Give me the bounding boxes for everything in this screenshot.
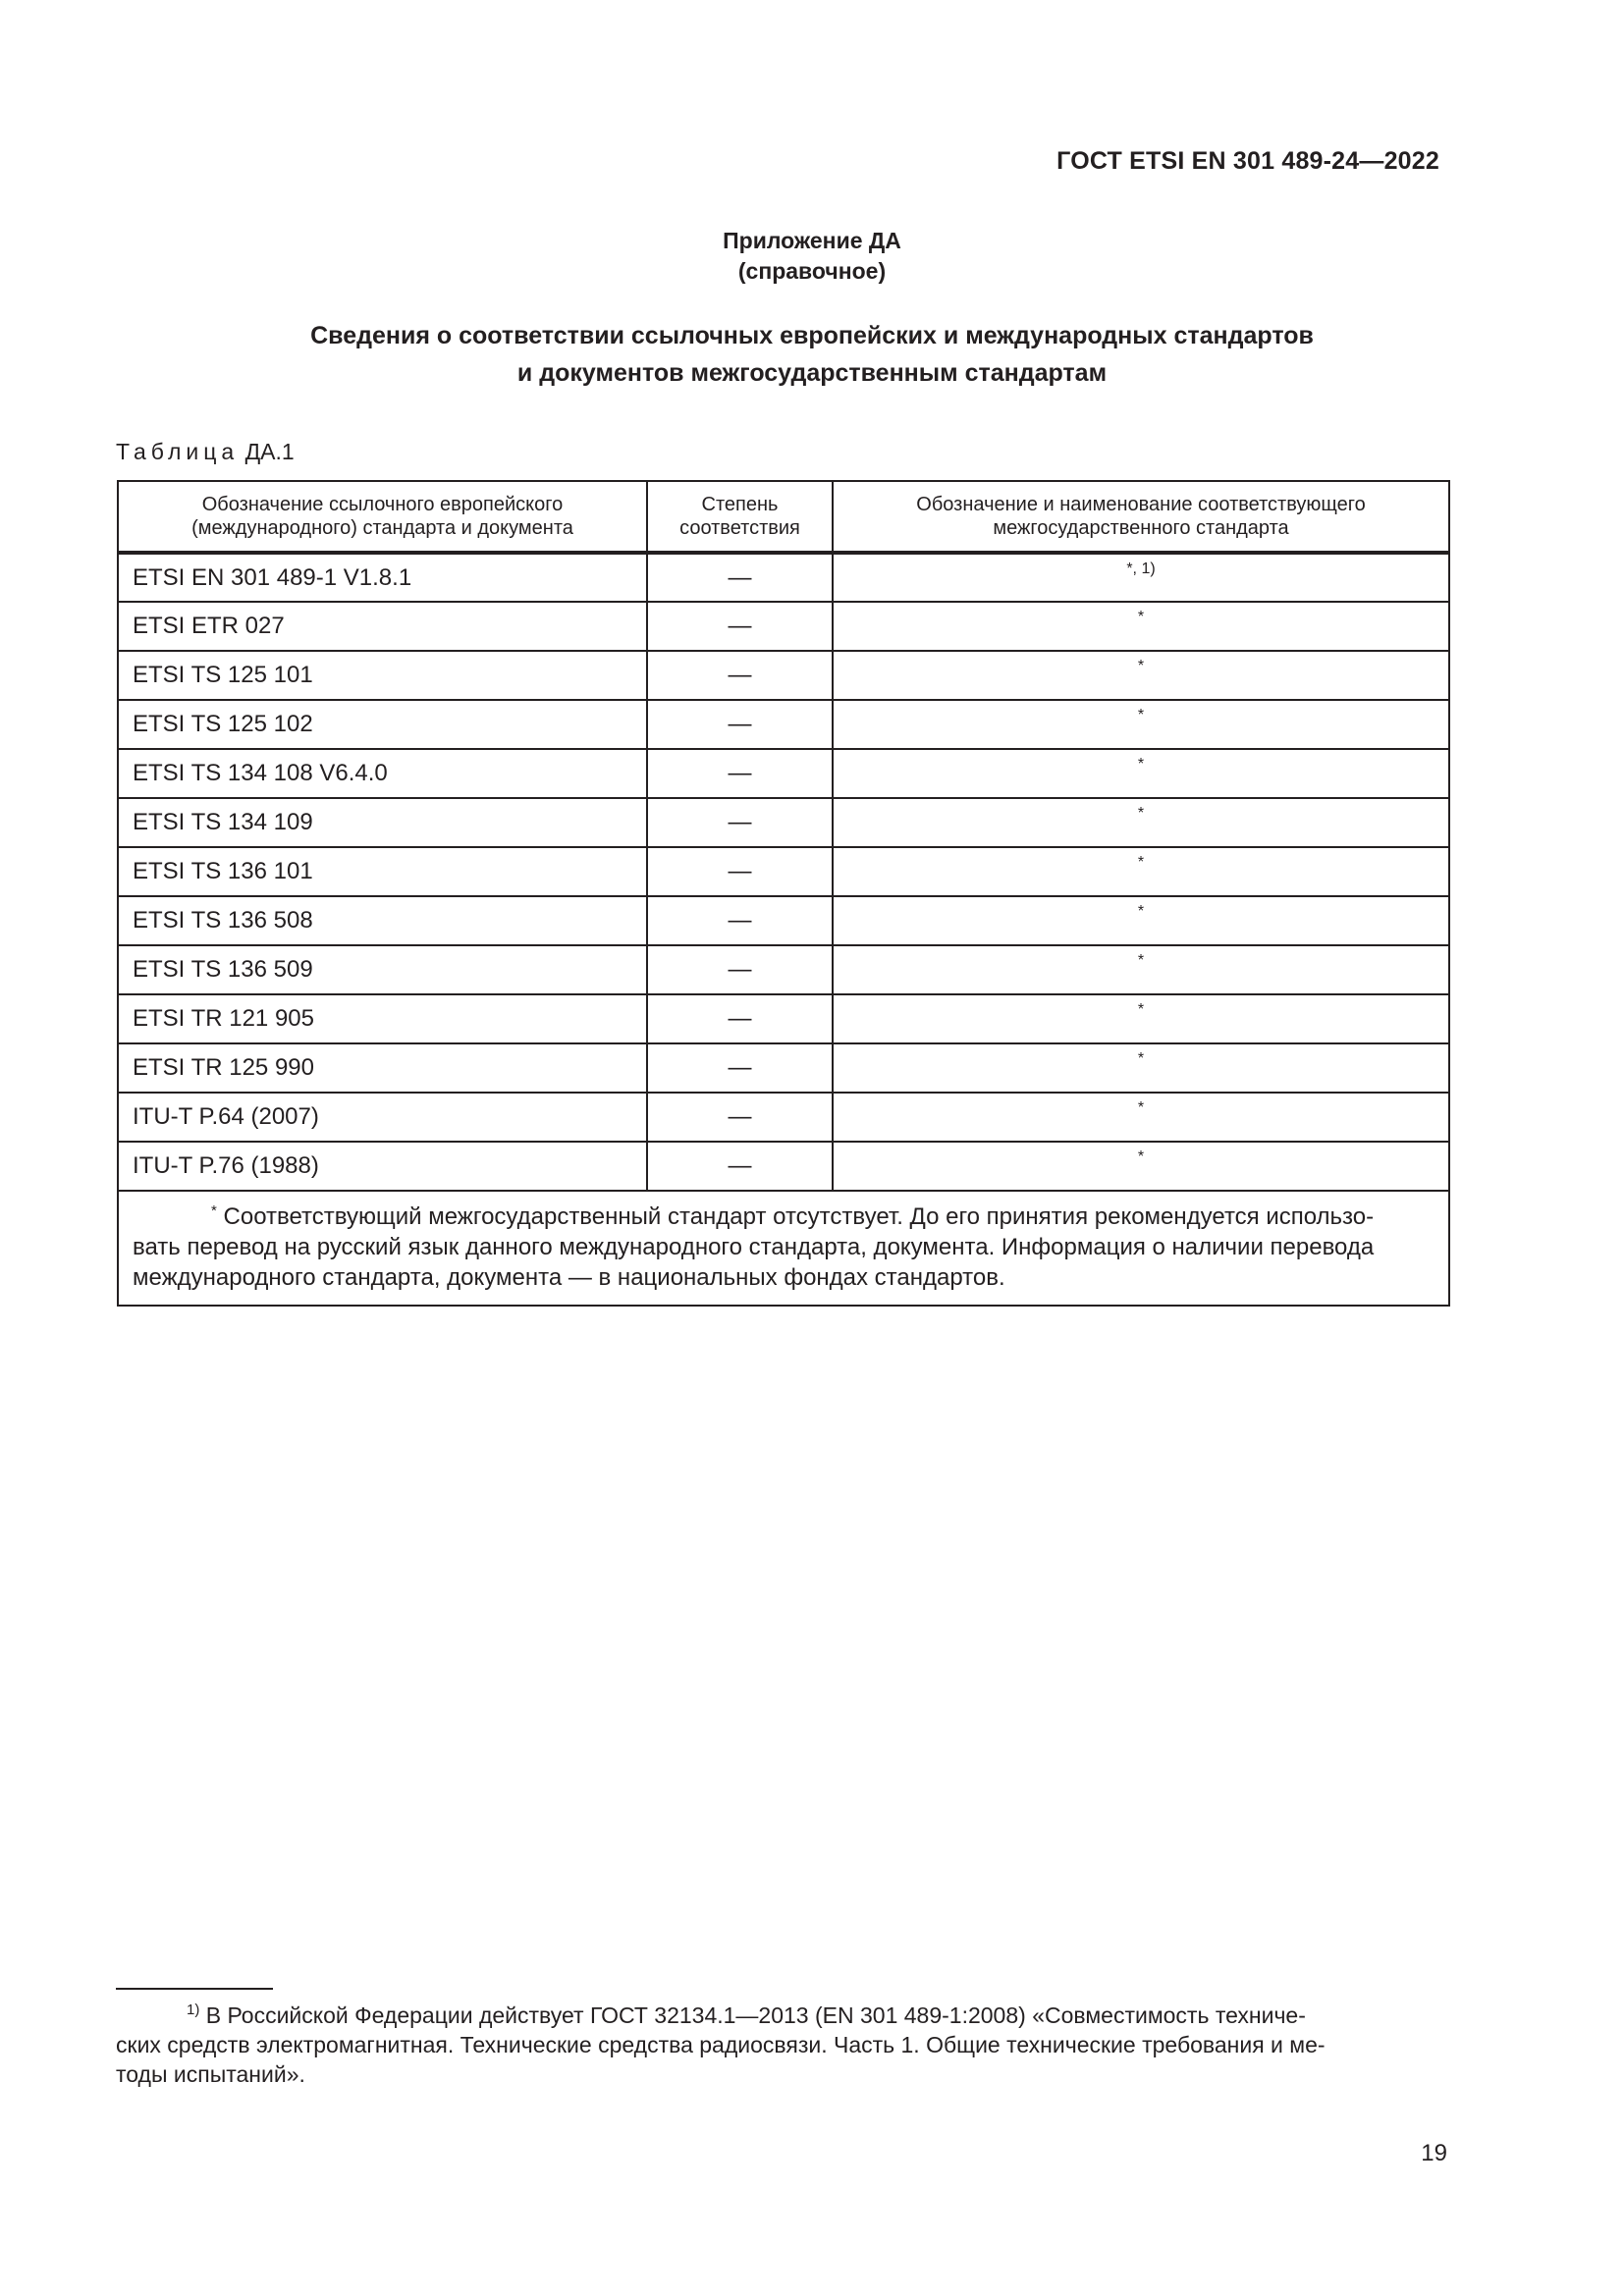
header-reference-line-2: (международного) стандарта и документа — [191, 517, 573, 539]
cell-reference: ETSI TS 134 109 — [118, 798, 647, 847]
table-row — [118, 602, 1449, 651]
table-header-row — [118, 481, 1449, 553]
cell-reference: ITU-T P.64 (2007) — [118, 1093, 647, 1142]
cell-interstate: * — [833, 798, 1449, 847]
cell-degree: — — [647, 651, 833, 700]
cell-interstate: * — [833, 1043, 1449, 1093]
header-degree-line-2: соответствия — [679, 517, 800, 539]
cell-interstate: * — [833, 1093, 1449, 1142]
table-caption — [116, 439, 295, 465]
cell-reference: ETSI TS 125 101 — [118, 651, 647, 700]
heading-line-1: Сведения о соответствии ссылочных европейских и международных стандартов — [310, 322, 1314, 349]
table-row — [118, 700, 1449, 749]
table-note-line-2: вать перевод на русский язык данного международного стандарта, документа. Информация о наличии перевода — [133, 1234, 1375, 1260]
footnote-marker: 1) — [187, 2002, 200, 2018]
table-row — [118, 553, 1449, 602]
cell-degree: — — [647, 994, 833, 1043]
correspondence-table — [117, 480, 1450, 1307]
annex-block — [0, 226, 1624, 287]
cell-reference: ETSI EN 301 489-1 V1.8.1 — [118, 553, 647, 602]
table-caption-word: Таблица — [116, 439, 240, 464]
header-interstate-line-2: межгосударственного стандарта — [993, 517, 1289, 539]
table-row — [118, 1142, 1449, 1191]
heading-line-2: и документов межгосударственным стандартам — [516, 359, 1108, 387]
cell-interstate: * — [833, 945, 1449, 994]
table-row — [118, 1093, 1449, 1142]
table-note — [118, 1191, 1449, 1306]
document-code: ГОСТ ETSI EN 301 489-24—2022 — [1056, 147, 1439, 175]
cell-interstate: * — [833, 602, 1449, 651]
cell-reference: ETSI TS 136 508 — [118, 896, 647, 945]
header-degree — [647, 481, 833, 553]
table-note-row — [118, 1191, 1449, 1306]
table-row — [118, 749, 1449, 798]
cell-interstate: * — [833, 847, 1449, 896]
cell-interstate: * — [833, 994, 1449, 1043]
table-row — [118, 651, 1449, 700]
cell-interstate: * — [833, 1142, 1449, 1191]
cell-reference: ETSI TS 125 102 — [118, 700, 647, 749]
cell-degree: — — [647, 700, 833, 749]
cell-degree: — — [647, 602, 833, 651]
annex-title: Приложение ДА — [723, 228, 901, 253]
footnote-separator — [116, 1988, 273, 1990]
table-note-text-1: Соответствующий межгосударственный стандарт отсутствует. До его принятия рекомендуется использо- — [223, 1203, 1375, 1230]
header-interstate-standard — [833, 481, 1449, 553]
cell-reference: ETSI TR 121 905 — [118, 994, 647, 1043]
cell-reference: ETSI TS 136 509 — [118, 945, 647, 994]
cell-degree: — — [647, 1093, 833, 1142]
annex-status: (справочное) — [737, 258, 887, 284]
cell-degree: — — [647, 945, 833, 994]
footnote-text-1: В Российской Федерации действует ГОСТ 32134.1—2013 (EN 301 489-1:2008) «Совместимость техниче- — [205, 2002, 1306, 2028]
footnote-line-2: ских средств электромагнитная. Технические средства радиосвязи. Часть 1. Общие технические требования и ме- — [116, 2032, 1326, 2057]
cell-degree: — — [647, 1142, 833, 1191]
cell-reference: ETSI TR 125 990 — [118, 1043, 647, 1093]
header-degree-line-1: Степень — [701, 494, 779, 515]
section-heading — [0, 317, 1624, 392]
cell-reference: ETSI TS 136 101 — [118, 847, 647, 896]
cell-interstate: * — [833, 651, 1449, 700]
table-row — [118, 994, 1449, 1043]
cell-degree: — — [647, 749, 833, 798]
table-row — [118, 896, 1449, 945]
cell-degree: — — [647, 553, 833, 602]
table-caption-id: ДА.1 — [244, 439, 295, 464]
cell-interstate: * — [833, 749, 1449, 798]
table-note-marker: * — [211, 1202, 217, 1219]
cell-reference: ETSI TS 134 108 V6.4.0 — [118, 749, 647, 798]
table-row — [118, 945, 1449, 994]
table-row — [118, 798, 1449, 847]
header-reference-line-1: Обозначение ссылочного европейского — [201, 494, 564, 515]
page-number: 19 — [1421, 2140, 1447, 2166]
cell-degree: — — [647, 798, 833, 847]
cell-degree: — — [647, 1043, 833, 1093]
footnote — [116, 2001, 1449, 2089]
table-note-line-3: международного стандарта, документа — в национальных фондах стандартов. — [133, 1264, 1005, 1291]
cell-reference: ETSI ETR 027 — [118, 602, 647, 651]
cell-interstate: * — [833, 896, 1449, 945]
table-row — [118, 847, 1449, 896]
cell-interstate: * — [833, 700, 1449, 749]
cell-reference: ITU-T P.76 (1988) — [118, 1142, 647, 1191]
cell-degree: — — [647, 847, 833, 896]
footnote-line-1 — [116, 2001, 1449, 2030]
cell-degree: — — [647, 896, 833, 945]
table-row — [118, 1043, 1449, 1093]
header-reference-standard — [118, 481, 647, 553]
table-note-line-1 — [133, 1201, 1435, 1232]
footnote-line-3: тоды испытаний». — [116, 2061, 305, 2087]
header-interstate-line-1: Обозначение и наименование соответствующего — [916, 494, 1366, 515]
cell-interstate: *, 1) — [833, 553, 1449, 602]
